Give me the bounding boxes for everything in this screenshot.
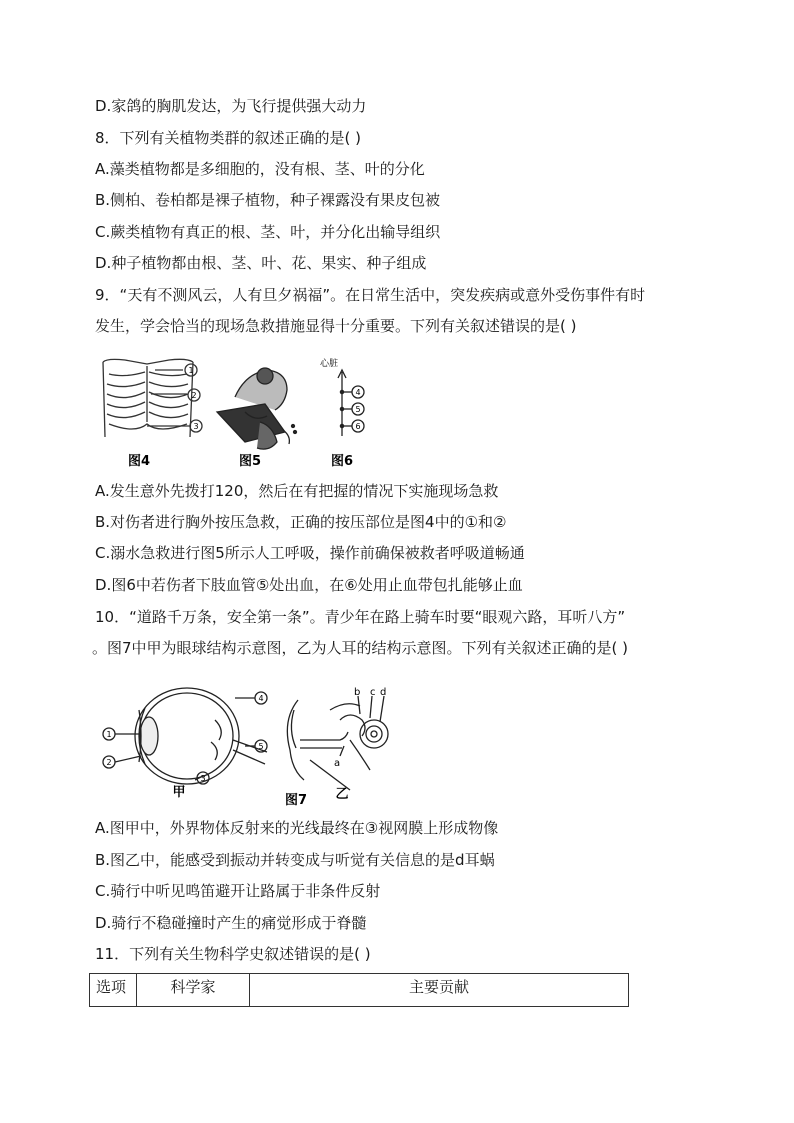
figure-7-jia-caption: 甲 [172, 785, 186, 800]
label-d: d [380, 687, 387, 698]
label-2: 2 [106, 758, 112, 767]
label-c: c [370, 687, 376, 698]
label-1: 1 [106, 730, 112, 739]
label-a: a [334, 758, 341, 769]
table-header-row [90, 974, 629, 1007]
option-line: B.侧柏、卷柏都是裸子植物，种子裸露没有果皮包被 [95, 191, 441, 209]
figure-5-caption: 图5 [238, 454, 262, 469]
history-table [89, 973, 629, 1007]
figure-7-ear [270, 680, 410, 810]
option-line: D.种子植物都由根、茎、叶、花、果实、种子组成 [95, 254, 427, 272]
label-3: 3 [200, 774, 206, 783]
question-9-cont: 发生，学会恰当的现场急救措施显得十分重要。下列有关叙述错误的是( ) [95, 317, 577, 335]
figure-4-caption: 图4 [127, 454, 151, 469]
label-3: 3 [193, 422, 199, 431]
option-line: B.对伤者进行胸外按压急救，正确的按压部位是图4中的①和② [95, 513, 507, 531]
option-line: A.藻类植物都是多细胞的，没有根、茎、叶的分化 [95, 160, 425, 178]
figure-6-blood-vessel [318, 352, 378, 472]
table-header-cell: 科学家 [137, 974, 250, 1007]
figure-7-yi-caption: 乙 [335, 787, 349, 802]
label-5: 5 [355, 405, 361, 414]
option-line: C.骑行中听见鸣笛避开让路属于非条件反射 [95, 882, 381, 900]
option-line: A.图甲中，外界物体反射来的光线最终在③视网膜上形成物像 [95, 819, 499, 837]
option-line: B.图乙中，能感受到振动并转变成与听觉有关信息的是d耳蜗 [95, 851, 495, 869]
figure-6-caption: 图6 [330, 454, 354, 469]
label-1: 1 [188, 366, 194, 375]
option-line: C.蕨类植物有真正的根、茎、叶，并分化出输导组织 [95, 223, 441, 241]
heart-label: 心脏 [320, 359, 339, 369]
option-line: A.发生意外先拨打120，然后在有把握的情况下实施现场急救 [95, 482, 499, 500]
figure-7-eye [95, 680, 275, 800]
label-4: 4 [258, 694, 264, 703]
option-line: D.骑行不稳碰撞时产生的痛觉形成于脊髓 [95, 914, 367, 932]
label-6: 6 [355, 422, 361, 431]
figure-4-ribcage [95, 352, 210, 472]
label-b: b [354, 687, 361, 698]
table-header-cell: 主要贡献 [250, 974, 629, 1007]
label-5: 5 [258, 742, 264, 751]
question-10: 10．“道路千万条，安全第一条”。青少年在路上骑车时要“眼观六路，耳听八方” [95, 608, 626, 626]
option-line: D.图6中若伤者下肢血管⑤处出血，在⑥处用止血带包扎能够止血 [95, 576, 523, 594]
figure-5-rescue-breathing [205, 352, 305, 472]
question-11: 11．下列有关生物科学史叙述错误的是( ) [95, 945, 371, 963]
label-2: 2 [191, 391, 197, 400]
figure-7-caption: 图7 [284, 793, 308, 808]
label-4: 4 [355, 388, 361, 397]
question-10-cont: 。图7中甲为眼球结构示意图，乙为人耳的结构示意图。下列有关叙述正确的是( ) [92, 639, 629, 657]
option-line: D.家鸽的胸肌发达，为飞行提供强大动力 [95, 97, 367, 115]
table-header-cell: 选项 [90, 974, 137, 1007]
option-line: C.溺水急救进行图5所示人工呼吸，操作前确保被救者呼吸道畅通 [95, 544, 525, 562]
question-8: 8．下列有关植物类群的叙述正确的是( ) [95, 129, 362, 147]
question-9: 9．“天有不测风云，人有旦夕祸福”。在日常生活中，突发疾病或意外受伤事件有时 [95, 286, 646, 304]
